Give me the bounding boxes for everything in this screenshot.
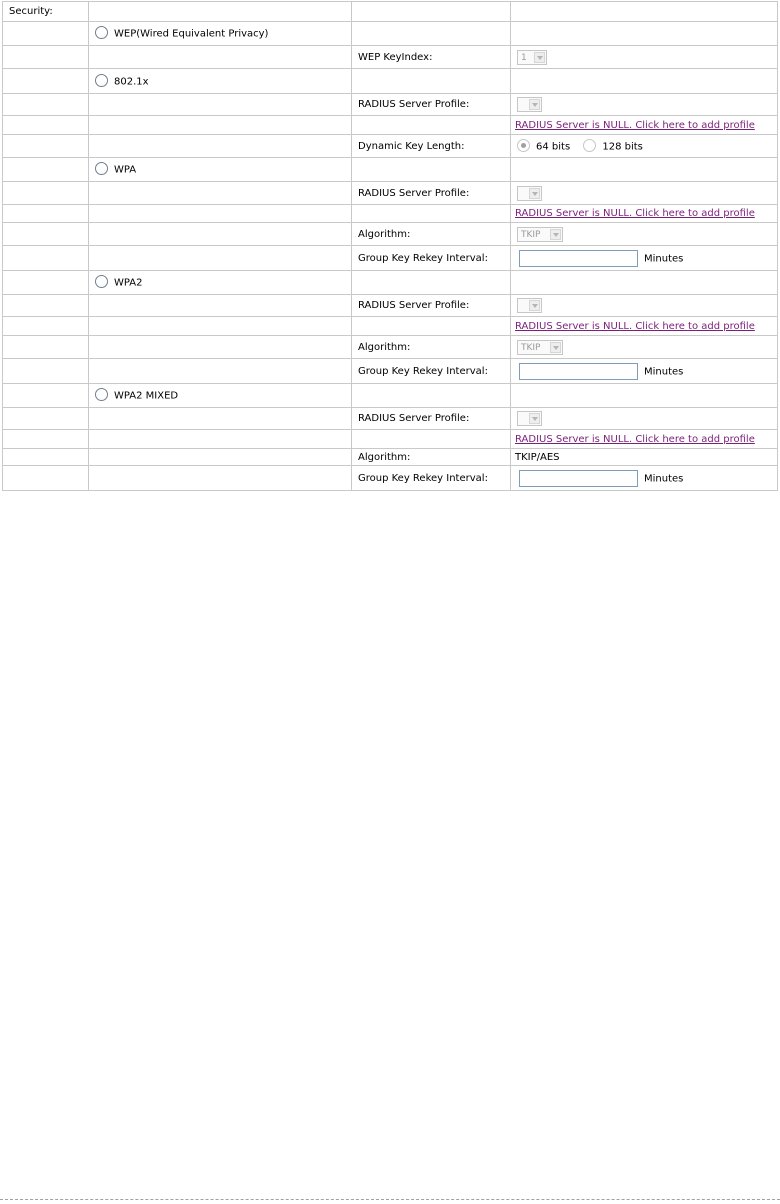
table-row (3, 384, 778, 408)
wpa-minutes-label: Minutes (644, 253, 684, 264)
dot1x-add-radius-link[interactable]: RADIUS Server is NULL. Click here to add profile (515, 119, 755, 131)
wpa2mixed-algorithm-value: TKIP/AES (511, 449, 778, 466)
table-row (3, 2, 778, 22)
dot1x-option-label: 802.1x (114, 76, 149, 87)
security-label: Security: (3, 2, 89, 22)
wpa-algorithm-value: TKIP (521, 229, 541, 240)
table-row (3, 359, 778, 384)
key-64-label: 64 bits (536, 141, 571, 152)
chevron-down-icon (529, 413, 540, 424)
wep-radio[interactable] (95, 26, 108, 39)
key-64-radio[interactable] (517, 139, 530, 152)
table-row (3, 22, 778, 46)
wpa2-radius-label: RADIUS Server Profile: (352, 295, 511, 317)
wpa-option-label: WPA (114, 164, 137, 176)
wep-option[interactable] (89, 22, 352, 46)
table-row (3, 246, 778, 271)
wpa2-option-label: WPA2 (114, 277, 143, 289)
table-row (3, 295, 778, 317)
wpa2-add-radius-link[interactable]: RADIUS Server is NULL. Click here to add profile (515, 320, 755, 332)
wep-keyindex-select[interactable] (517, 50, 547, 65)
wpa-algorithm-label: Algorithm: (352, 223, 511, 246)
table-row (3, 158, 778, 182)
table-row (3, 223, 778, 246)
table-row (3, 466, 778, 491)
wpa2-option[interactable] (89, 271, 352, 295)
wep-keyindex-label: WEP KeyIndex: (352, 46, 511, 69)
wpa2-rekey-label: Group Key Rekey Interval: (352, 359, 511, 384)
page-divider (0, 1199, 780, 1200)
wpa-rekey-input[interactable] (519, 250, 638, 267)
wpa2-rekey-input[interactable] (519, 363, 638, 380)
wpa2mixed-rekey-label: Group Key Rekey Interval: (352, 466, 511, 491)
table-row (3, 116, 778, 135)
table-row (3, 205, 778, 223)
wpa2mixed-option-label: WPA2 MIXED (114, 390, 179, 402)
dot1x-option[interactable] (89, 69, 352, 94)
dynamic-key-label: Dynamic Key Length: (352, 135, 511, 158)
wpa2-algorithm-value: TKIP (521, 342, 541, 353)
table-row (3, 94, 778, 116)
table-row (3, 69, 778, 94)
wpa2mixed-radius-select[interactable] (517, 411, 542, 426)
chevron-down-icon (550, 342, 561, 353)
security-settings-table (2, 1, 778, 491)
chevron-down-icon (550, 229, 561, 240)
table-row (3, 449, 778, 466)
wpa-radius-select[interactable] (517, 186, 542, 201)
table-row (3, 182, 778, 205)
wpa2-algorithm-select[interactable] (517, 340, 563, 355)
wpa-option[interactable] (89, 158, 352, 182)
wpa2mixed-minutes-label: Minutes (644, 473, 684, 484)
wpa2mixed-rekey-input[interactable] (519, 470, 638, 487)
wpa2-radius-select[interactable] (517, 298, 542, 313)
wpa2mixed-radius-label: RADIUS Server Profile: (352, 408, 511, 430)
wpa2mixed-add-radius-link[interactable]: RADIUS Server is NULL. Click here to add profile (515, 433, 755, 445)
table-row (3, 135, 778, 158)
dot1x-radio[interactable] (95, 74, 108, 87)
wpa-radio[interactable] (95, 162, 108, 175)
wpa-radius-label: RADIUS Server Profile: (352, 182, 511, 205)
key-128-label: 128 bits (602, 141, 643, 152)
wpa-add-radius-link[interactable]: RADIUS Server is NULL. Click here to add profile (515, 208, 755, 219)
wpa2mixed-option[interactable] (89, 384, 352, 408)
chevron-down-icon (529, 99, 540, 110)
wpa-algorithm-select[interactable] (517, 227, 563, 242)
chevron-down-icon (534, 52, 545, 63)
chevron-down-icon (529, 188, 540, 199)
table-row (3, 408, 778, 430)
table-row (3, 317, 778, 336)
table-row (3, 336, 778, 359)
dot1x-radius-label: RADIUS Server Profile: (352, 94, 511, 116)
chevron-down-icon (529, 300, 540, 311)
table-row (3, 430, 778, 449)
wpa-rekey-label: Group Key Rekey Interval: (352, 246, 511, 271)
table-row (3, 271, 778, 295)
wpa2-algorithm-label: Algorithm: (352, 336, 511, 359)
wpa2mixed-radio[interactable] (95, 388, 108, 401)
wep-keyindex-value: 1 (521, 52, 527, 63)
table-row (3, 46, 778, 69)
wep-option-label: WEP(Wired Equivalent Privacy) (114, 28, 269, 40)
wpa2-minutes-label: Minutes (644, 366, 684, 377)
dot1x-radius-select[interactable] (517, 97, 542, 112)
wpa2-radio[interactable] (95, 275, 108, 288)
wpa2mixed-algorithm-label: Algorithm: (352, 449, 511, 466)
key-128-radio[interactable] (583, 139, 596, 152)
